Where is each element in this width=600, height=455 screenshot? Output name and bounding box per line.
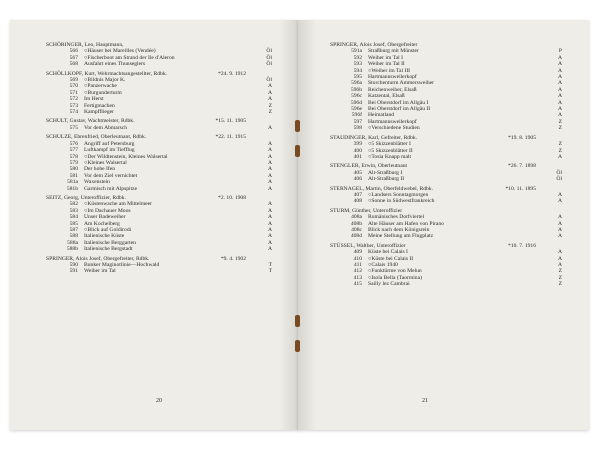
artwork-title: Kampfflieger [84,109,115,116]
artwork-row [46,186,272,192]
artwork-title: ○Blick auf Goldirodi [84,226,132,233]
medium-code: P [558,48,562,55]
staple [295,315,300,327]
artwork-title: Unser Badeweiher [84,214,126,221]
medium-code: A [557,214,562,221]
artwork-title: ○Tosia Knapp malt [368,153,412,160]
artist-birth-date: *10. 11. 1895 [505,185,536,192]
catalog-number: 412 [353,268,362,275]
catalog-number: 592 [353,54,362,61]
artist-birth-date: *22. 11. 1915 [215,134,246,141]
medium-code: Öl [266,54,272,61]
catalog-number: 567 [69,54,78,61]
artist-name: SPRINGER, Alois Josef, Obergefreiter [330,42,418,48]
artist-entry [330,163,562,182]
artist-entry [46,134,272,192]
artist-name: STÜSSEL, Walther, Unteroffizier [330,242,406,249]
staple [295,340,300,352]
artwork-title: ○Im Dachauer Moos [84,207,131,214]
page-gutter-shadow [298,20,316,430]
medium-code: Z [558,125,562,132]
catalog-number: 581 [69,172,78,179]
medium-code: Z [268,109,272,116]
catalog-number: 405 [353,169,362,176]
artist-entry [46,195,272,253]
catalog-number: 566 [69,48,78,55]
medium-code: A [557,226,562,233]
artwork-title: Italienische Küste [84,233,125,240]
artwork-row [330,125,562,131]
medium-code: A [267,124,272,131]
medium-code: A [557,249,562,256]
artwork-title: Bei Oberstdorf im Allgäu II [368,106,431,113]
catalog-number: 595 [353,74,362,81]
medium-code: A [557,112,562,119]
artwork-title: Hartmannsweilerkopf [368,74,417,81]
artwork-title: ○Verschiedene Studien [368,125,420,132]
artwork-row [330,176,562,182]
medium-code: A [267,179,272,186]
artist-entry [330,208,562,240]
catalog-number: 407 [353,191,362,198]
catalog-number: 580 [69,166,78,173]
artwork-title: Italienische Berggarten [84,239,136,246]
medium-code: A [267,96,272,103]
artwork-row [46,246,272,252]
artwork-title: Alte Häuser am Hafen von Pirano [368,220,444,227]
artist-birth-date: *2. 10. 1908 [218,194,246,201]
medium-code: A [267,172,272,179]
artist-entry [330,186,562,205]
left-page-number: 20 [156,398,162,404]
catalog-number: 573 [69,102,78,109]
artwork-title: Garmisch mit Alpspitze [84,185,138,192]
artwork-title: ○5 Skizzenblätter II [368,147,413,154]
medium-code: A [557,54,562,61]
artwork-title: Hartmannsweilerkopf [368,118,417,125]
catalog-number: 410 [353,255,362,262]
artist-name: STERNAGEL, Martin, Oberfeldwebel, Rdbk. [330,185,433,192]
artwork-title: Storchenturm Ammersweiher [368,80,435,87]
artwork-title: Im Herst [84,96,104,103]
artwork-row [330,281,562,287]
medium-code: A [267,147,272,154]
medium-code: Öl [266,48,272,55]
artwork-title: Vor dem Abmarsch [84,124,128,131]
staple [295,120,300,132]
artist-birth-date: *15. 11. 1905 [215,118,246,125]
medium-code: T [268,262,272,268]
artist-entry [46,71,272,116]
catalog-number: 409 [353,249,362,256]
catalog-number: 594 [353,67,362,74]
medium-code: A [557,233,562,240]
artist-name: STAUDINGER, Karl, Gefreiter, Rdbk. [330,134,418,141]
artwork-title: ○Panzerwache [84,83,117,90]
catalog-number: 597 [353,118,362,125]
medium-code: A [267,83,272,90]
medium-code: A [557,93,562,100]
artwork-title: Küste bei Calais I [368,249,408,256]
medium-code: A [557,255,562,262]
artist-name: STURM, Günther, Unteroffizier [330,207,403,214]
artwork-title: ○Kleines Walsertal [84,159,127,166]
catalog-number: 591 [69,268,78,275]
artwork-title: Am Kochelberg [84,220,120,227]
medium-code: A [557,106,562,113]
artwork-title: Katzental, Elsaß [368,93,405,100]
artwork-title: ○Der Wildtenstein, Kleines Walsertal [84,153,168,160]
artist-name: SCHÖLLKOPF, Kurt, Wehrmachtsangestellter, Rdbk. [46,70,168,77]
catalog-number: 571 [69,89,78,96]
medium-code: A [557,262,562,268]
medium-code: A [557,99,562,106]
artwork-title: Luftkampf im Tiefflug [84,147,135,154]
catalog-number: 588 [69,233,78,240]
artist-name: STENGLER, Erwin, Oberleutnant [330,163,408,170]
artwork-title: Heimatland [368,112,395,119]
artwork-title: ○Burgunderturm [84,89,122,96]
staple [295,145,300,157]
artwork-title: ○Bildnis Major K. [84,77,126,84]
catalog-number: 585 [69,220,78,227]
medium-code: A [267,185,272,192]
artist-birth-date: *10. 7. 1916 [508,242,536,249]
artwork-title: Bunker Maginotlinie—Hochwald [84,262,160,268]
medium-code: Z [558,141,562,148]
artwork-title: Italienische Bergstadt [84,246,133,253]
artwork-title: Sailly lez Cambrai [368,281,410,288]
catalog-number: 399 [353,141,362,148]
artwork-title: Rumänisches Dorfviertel [368,214,425,221]
catalog-number: 408b [350,220,362,227]
right-page-number: 21 [422,398,428,404]
medium-code: A [267,220,272,227]
artwork-row [330,154,562,160]
artist-birth-date: *26. 7. 1898 [508,163,536,170]
medium-code: A [557,67,562,74]
catalog-number: 590 [69,262,78,268]
artwork-title: Straßburg mit Münster [368,48,419,55]
artwork-title: Alt-Straßburg II [368,176,405,183]
artwork-row [330,233,562,239]
artwork-title: Weiher im Tal II [368,61,405,68]
medium-code: A [267,207,272,214]
artwork-title: Waxenstein [84,179,110,186]
artwork-title: Weiher im Tal I [368,54,403,61]
catalog-number: 593 [353,61,362,68]
artwork-title: ○Isola Bella (Taormina) [368,274,422,281]
medium-code: A [267,89,272,96]
artwork-title: ○Häuser bei Mareilles (Vendée) [84,48,156,55]
medium-code: A [557,74,562,81]
medium-code: Z [268,102,272,109]
medium-code: T [268,268,272,275]
catalog-number: 401 [353,153,362,160]
artwork-title: Weiher im Tal [84,268,116,275]
artwork-title: ○Küste bei Calais II [368,255,414,262]
left-page-content [46,42,272,278]
artwork-title: Angriff auf Petersburg [84,140,135,147]
artwork-title: Der hohe Ifen [84,166,116,173]
artist-name: SEITZ, Georg, Unteroffizier, Rdbk. [46,194,126,201]
artwork-title: ○5 Skizzenblätter I [368,141,411,148]
artwork-title: Meine Stellung am Flugplatz [368,233,434,240]
medium-code: A [267,140,272,147]
catalog-number: 406 [353,176,362,183]
catalog-number: 579 [69,159,78,166]
artwork-title: ○Weiher im Tal III [368,67,411,74]
medium-code: Z [558,118,562,125]
right-page-content [330,42,562,291]
catalog-number: 408d [350,233,362,240]
medium-code: A [267,233,272,240]
artist-name: SCHULZE, Ehrenfried, Oberleutnant, Rdbk. [46,134,147,141]
artwork-title: Fertigmachen [84,102,115,109]
artwork-row [46,125,272,131]
artist-entry [46,118,272,131]
catalog-number: 581a [67,179,78,186]
medium-code: Öl [556,176,562,183]
medium-code: Z [558,281,562,288]
artist-birth-date: *24. 9. 1912 [218,70,246,77]
medium-code: A [267,239,272,246]
artwork-title: Ausfahrt eines Thunseglers [84,61,146,68]
catalog-number: 581b [66,185,78,192]
catalog-number: 588a [67,239,78,246]
artwork-title: Vor dem Ziel vernichtet [84,172,138,179]
catalog-number: 576 [69,140,78,147]
artwork-title: Reichenweiher, Elsaß [368,86,417,93]
artist-entry [330,42,562,132]
catalog-number: 578 [69,153,78,160]
artist-entry [46,256,272,275]
catalog-number: 408a [351,214,362,221]
catalog-number: 415 [353,281,362,288]
catalog-number: 408 [353,198,362,205]
artwork-title: ○Fischerboot am Strand der Ile d'Aleron [84,54,175,61]
catalog-number: 596d [350,99,362,106]
medium-code: A [267,226,272,233]
artwork-row [46,109,272,115]
catalog-number: 583 [69,207,78,214]
artwork-row [330,198,562,204]
medium-code: A [557,61,562,68]
catalog-number: 572 [69,96,78,103]
catalog-number: 574 [69,109,78,116]
medium-code: A [267,201,272,208]
catalog-number: 596a [351,80,362,87]
right-page [298,20,589,430]
medium-code: Öl [556,169,562,176]
artwork-title: ○Sonne in Südwestfrankreich [368,198,435,205]
artwork-title: Bei Oberstdorf im Allgäu I [368,99,429,106]
medium-code: A [267,246,272,253]
medium-code: Öl [266,61,272,68]
catalog-number: 575 [69,124,78,131]
medium-code: A [557,220,562,227]
page-gutter-shadow [280,20,298,430]
artist-entry [46,42,272,68]
catalog-number: 569 [69,77,78,84]
left-page [10,20,299,430]
artist-name: SCHÖRINGER, Leo, Hauptmann, [46,42,124,48]
catalog-number: 570 [69,83,78,90]
catalog-number: 413 [353,274,362,281]
medium-code: A [557,153,562,160]
medium-code: Z [558,147,562,154]
artist-name: SCHULT, Gustav, Wachtmeister, Rdbk. [46,118,135,125]
catalog-number: 582 [69,201,78,208]
medium-code: A [267,214,272,221]
catalog-number: 587 [69,226,78,233]
catalog-number: 568 [69,61,78,68]
medium-code: Öl [266,77,272,84]
catalog-number: 596c [351,93,362,100]
catalog-number: 408c [351,226,362,233]
medium-code: A [557,191,562,198]
medium-code: A [267,159,272,166]
artwork-title: ○Landsers Sonntagmorgen [368,191,429,198]
artwork-row [46,268,272,274]
medium-code: A [267,166,272,173]
catalog-number: 596b [350,86,362,93]
catalog-number: 584 [69,214,78,221]
catalog-number: 588b [66,246,78,253]
artist-entry [330,243,562,288]
artwork-title: Alt-Straßburg I [368,169,403,176]
artwork-row [46,61,272,67]
medium-code: A [557,86,562,93]
catalog-number: 591a [351,48,362,55]
medium-code: Z [558,268,562,275]
catalog-number: 411 [353,262,362,268]
medium-code: Z [558,274,562,281]
artist-birth-date: *9. 4. 1902 [220,255,246,262]
artwork-title: Blick nach dem Königsrein [368,226,430,233]
catalog-number: 400 [353,147,362,154]
artwork-title: ○Calais 1940 [368,262,398,268]
artwork-title: ○Funktürme von Melun [368,268,422,275]
artist-entry [330,135,562,161]
catalog-number: 577 [69,147,78,154]
catalog-number: 598 [353,125,362,132]
medium-code: A [557,198,562,205]
medium-code: A [557,80,562,87]
artist-birth-date: *19. 8. 1905 [508,134,536,141]
artwork-title: ○Küstenwache am Mittelmeer [84,201,152,208]
catalog-number: 596e [351,106,362,113]
medium-code: A [267,153,272,160]
artist-name: SPRINGER, Alois Josef, Obergefreiter, Rdbk. [46,255,150,262]
catalog-number: 596f [351,112,362,119]
